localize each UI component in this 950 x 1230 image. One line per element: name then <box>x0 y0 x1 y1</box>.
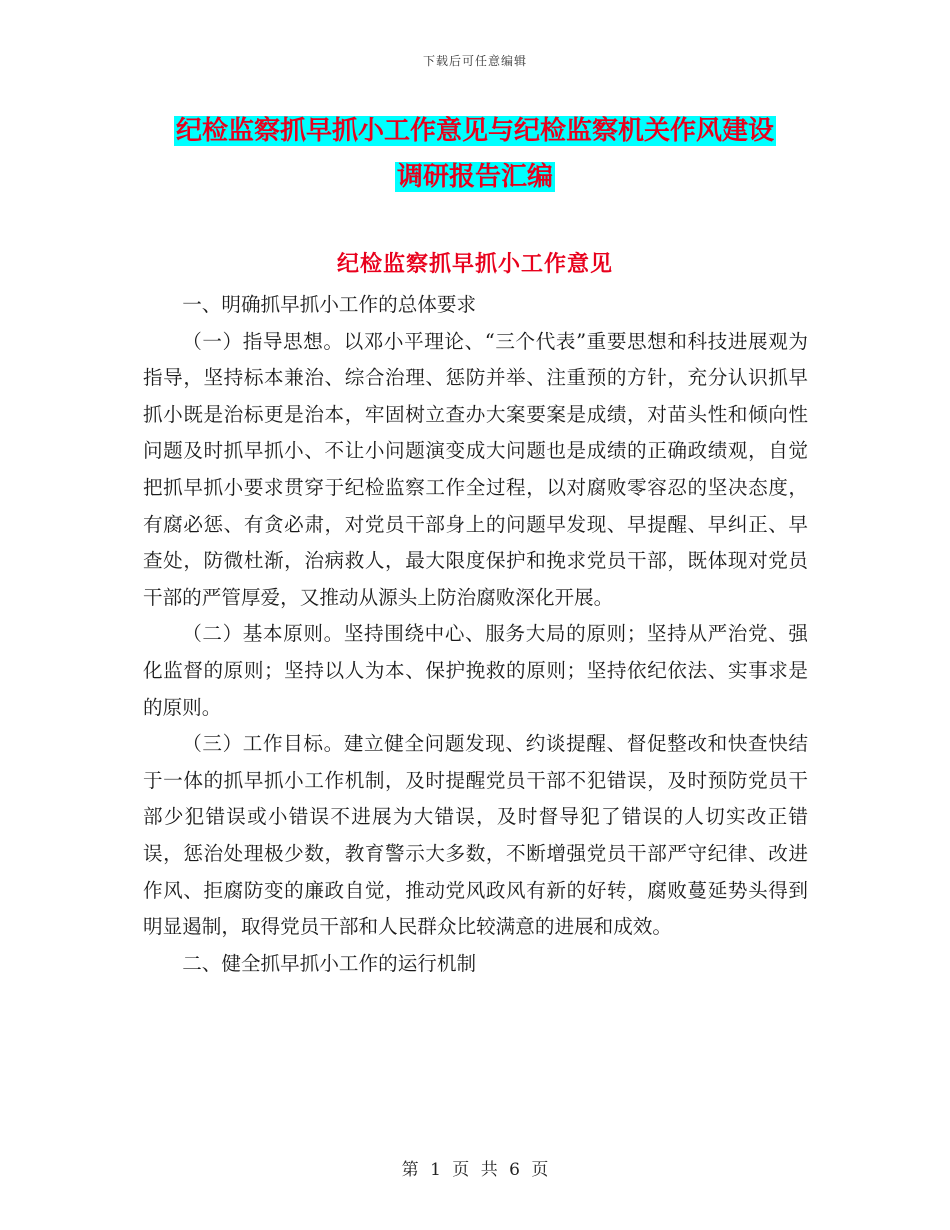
paragraph-basic-principles: （二）基本原则。坚持围绕中心、服务大局的原则；坚持从严治党、强化监督的原则；坚持以人为本、保护挽救的原则；坚持依纪依法、实事求是的原则。 <box>143 622 808 719</box>
document-title <box>140 108 810 200</box>
heading-general-requirements: 一、明确抓早抓小工作的总体要求 <box>182 293 477 316</box>
paragraph-work-goals: （三）工作目标。建立健全问题发现、约谈提醒、督促整改和快查快结于一体的抓早抓小工作机制，及时提醒党员干部不犯错误，及时预防党员干部少犯错误或小错误不进展为大错误，及时督导犯了错误的人切实改正错误，惩治处理极少数，教育警示大多数，不断增强党员干部严守纪律、改进作风、拒腐防变的廉政自觉，推动党风政风有新的好转，腐败蔓延势头得到明显遏制，取得党员干部和人民群众比较满意的进展和成效。 <box>143 732 808 939</box>
header-note: 下载后可任意编辑 <box>422 54 527 68</box>
paragraph-guiding-ideology: （一）指导思想。以邓小平理论、“三个代表”重要思想和科技进展观为指导，坚持标本兼治、综合治理、惩防并举、注重预的方针，充分认识抓早抓小既是治标更是治本，牢固树立查办大案要案是成绩，对苗头性和倾向性问题及时抓早抓小、不让小问题演变成大问题也是成绩的正确政绩观，自觉把抓早抓小要求贯穿于纪检监察工作全过程，以对腐败零容忍的坚决态度，有腐必惩、有贪必肃，对党员干部身上的问题早发现、早提醒、早纠正、早查处，防微杜渐，治病救人，最大限度保护和挽求党员干部，既体现对党员干部的严管厚爱，又推动从源头上防治腐败深化开展。 <box>143 329 808 609</box>
section-title: 纪检监察抓早抓小工作意见 <box>336 251 613 277</box>
heading-operating-mechanism: 二、健全抓早抓小工作的运行机制 <box>182 951 477 975</box>
document-body <box>143 287 808 982</box>
page-footer: 第 1 页 共 6 页 <box>401 1160 549 1180</box>
document-title-line1: 纪检监察抓早抓小工作意见与纪检监察机关作风建设 <box>175 116 774 146</box>
document-title-line2: 调研报告汇编 <box>396 162 553 192</box>
